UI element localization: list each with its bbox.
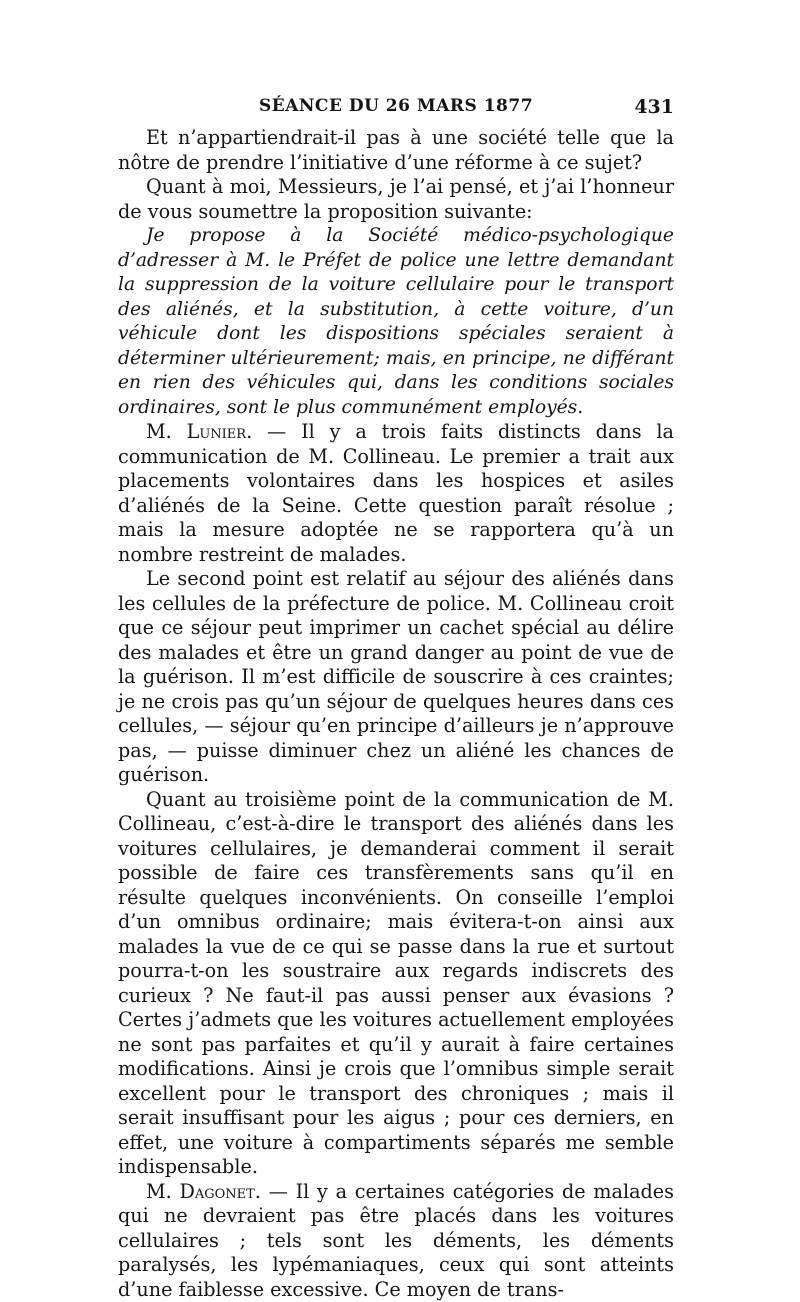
paragraph-text: Je propose à la Société médico-psychologique d’adresser à M. le Préfet de police une lettre demandant la suppression de la voiture cellulaire pour le transport des aliénés, et la substitution, à cette voiture, d’un véhicule dont les dispositions spéciales seraient à déterminer ultérieurement; mais, en principe, ne différant en rien des véhicules qui, dans les conditions sociales ordinaires, sont le plus communément employés. (118, 225, 674, 418)
paragraph-text: Le second point est relatif au séjour des aliénés dans les cellules de la préfecture de police. M. Collineau croit que ce séjour peut imprimer un cachet spécial au délire des malades et être un grand danger au point de vue de la guérison. Il m’est difficile de souscrire à ces craintes; je ne crois pas qu’un séjour de quelques heures dans ces cellules, — séjour qu’en principe d’ailleurs je n’approuve pas, — puisse diminuer chez un aliéné les chances de guérison. (118, 567, 674, 786)
paragraph-third-point (118, 788, 674, 1180)
paragraph-text: Quant au troisième point de la communication de M. Collineau, c’est-à-dire le transport des aliénés dans les voitures cellulaires, je demanderai comment il serait possible de faire ces transfèrements sans qu’il en résulte quelques inconvénients. On conseille l’emploi d’un omnibus ordinaire; mais évitera-t-on ainsi aux malades la vue de ce qui se passe dans la rue et surtout pourra-t-on les soustraire aux regards indiscrets des curieux ? Ne faut-il pas aussi penser aux évasions ? Certes j’admets que les voitures actuellement employées ne sont pas parfaites et qu’il y aurait à faire certaines modifications. Ainsi je crois que l’omnibus simple serait excellent pour le transport des chroniques ; mais il serait insuffisant pour les aigus ; pour ces derniers, en effet, une voiture à compartiments séparés me semble indispensable. (118, 788, 674, 1179)
speaker-name: M. Lunier. (146, 420, 252, 443)
page-number: 431 (634, 96, 674, 118)
running-head (118, 96, 674, 124)
paragraph-dagonet (118, 1180, 674, 1302)
paragraph-text: Quant à moi, Messieurs, je l’ai pensé, et j’ai l’honneur de vous soumettre la proposition suivante: (118, 175, 674, 223)
paragraph-introduction (118, 175, 674, 224)
paragraph-proposal (118, 224, 674, 420)
body-text (118, 126, 674, 1302)
session-title: SÉANCE DU 26 MARS 1877 (118, 96, 674, 116)
book-page (118, 96, 674, 1302)
paragraph-lunier (118, 420, 674, 567)
speaker-name: M. Dagonet. (146, 1180, 261, 1203)
paragraph-text: Et n’appartiendrait-il pas à une société telle que la nôtre de prendre l’initiative d’une réforme à ce sujet? (118, 126, 674, 174)
paragraph-second-point (118, 567, 674, 788)
paragraph-text: — Il y a trois faits distincts dans la communication de M. Collineau. Le premier a trait aux placements volontaires dans les hospices et asiles d’aliénés de la Seine. Cette question paraît résolue ; mais la mesure adoptée ne se rapportera qu’à un nombre restreint de malades. (118, 420, 674, 566)
paragraph-text: — Il y a certaines catégories de malades qui ne devraient pas être placés dans les voitures cellulaires ; tels sont les déments, les déments paralysés, les lypémaniaques, ceux qui sont atteints d’une faiblesse excessive. Ce moyen de trans- (118, 1180, 674, 1301)
paragraph-question (118, 126, 674, 175)
